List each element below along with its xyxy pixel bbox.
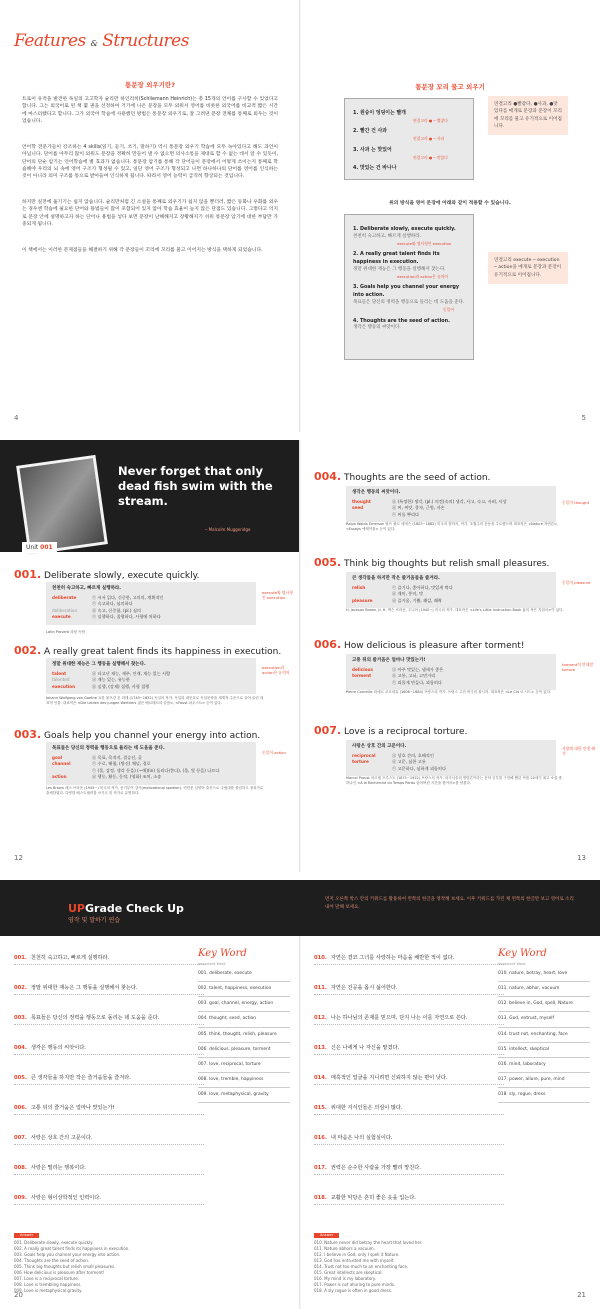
keyword-item: 004. thought, seed, action [198,1012,290,1027]
keyword-item: 011. nature, abhor, vacuum [498,982,590,997]
brand-amp: & [90,39,98,48]
chain-box [344,98,474,180]
source-note: Pierre Corneille 피에르 코르네유 (1606~1684) 프랑스의 작가. 프랑스 고전 비극의 창시자. 대표작은 <Le Cid 르 시드> 등이 있다. [346,690,552,694]
checkup-instructions: 먼저 오른쪽 박스 안의 키워드를 활용하여 왼쪽의 한글을 영작해 보세요. 이후 키워드를 가린 채 왼쪽의 한글만 보고 영어로 소리 내어 말해 보세요. [325,897,574,910]
answer-item: 007. Love is a reciprocal torture. [14,1276,80,1282]
page-number: 21 [577,1291,586,1300]
eng-link: 동일어 [443,306,455,312]
answer-item: 001. Deliberate slowly, execute quickly. [14,1240,94,1246]
answer-item: 012. I believe in God, only I spell it Nature. [314,1252,400,1258]
question-number: 004. [14,1045,27,1051]
answer-item: 013. God has entrusted me with myself. [314,1258,395,1264]
checkup-banner [0,880,600,936]
answer-line[interactable] [314,964,504,965]
brand-features: Features [14,31,86,51]
spread-checkup [0,880,600,1309]
side-note: 동일어 thought [562,500,590,505]
answer-item: 005. Think big thoughts but relish small pleasures. [14,1264,116,1270]
entry-heading: 005. Think big thoughts but relish small pleasures. [314,556,550,569]
answer-line[interactable] [14,964,204,965]
question-number: 014. [314,1075,327,1081]
keyword-label: Important Word [498,961,526,966]
question-text: 천천히 숙고하고, 빠르게 실행하라. [30,955,110,961]
side-note: 동일어 action [262,750,286,755]
source-note: H. Jackson Brown, Jr. H. 잭슨 브라운, 주니어 (1940~) 미국의 작가. 대표작은 <Life's Little Instruction Book 삶의 작은 지침서>이 있다. [346,608,564,612]
question-number: 008. [14,1165,27,1171]
answer-item: 011. Nature abhors a vacuum. [314,1246,375,1252]
keyword-label: Important Word [198,961,226,966]
paragraph: 이 책에서는 이러한 문제점들을 해결하기 위해 각 문장들이 꼬리에 꼬리를 물고 이어지는 방식을 택하게 되었습니다. [22,247,263,253]
side-note: execute와 명사형인 execution [262,590,293,601]
source-note: Les Brown 레스 브라운 (1945~) 미국의 작가, 동기부여 강사(motivational speaker). 빈민촌 입양아 출신으로 주립대를 졸업하고 정치가로 출세하였다. 다양한 베스트셀러를 쓰기도 한 작가로 유명하다. [46,786,264,796]
question-number: 011. [314,985,327,991]
question-item [314,1074,448,1082]
answer-line[interactable] [314,1204,504,1205]
chain-line: 1. 원숭이 엉덩이는 빨개 [353,110,406,116]
spread-unit [0,440,600,872]
answer-item: 018. A sly rogue is often in good dress. [314,1288,393,1294]
unit-label: Unit 001 [22,542,57,553]
vocab-box: 생각은 행동의 씨앗이다. thought ⓝ (특정한) 생각, (pl.) 의견(속의) 생각, 사고, 숙고, 사려, 사상 seed ⓝ 씨, 씨앗, 종자, 근원, 자손 ⓥ 씨를 뿌리다 [346,486,556,522]
keyword-item: 012. believe in, God, spell, Nature [498,997,590,1012]
question-number: 012. [314,1015,327,1021]
eng-line: 4. Thoughts are the seed of action. [353,317,450,324]
answer-tag: Answer [314,1233,339,1238]
eng-korean: 목표들은 당신의 정력을 행동으로 돌리는 데 도움을 준다. [353,299,465,305]
keyword-item: 013. God, entrust, myself [498,1012,590,1027]
entry-heading: 002. A really great talent finds its happiness in execution. [14,644,282,657]
question-text: 고통 뒤의 즐거움은 얼마나 맛있는가! [30,1105,115,1111]
question-text: 큰 생각들을 하지만 작은 즐거움들을 즐겨라. [30,1075,131,1081]
answer-line[interactable] [14,994,204,995]
brand-title [14,28,189,54]
keyword-list [198,967,290,1103]
source-note: Latin Proverb 라틴 속담 [46,630,85,634]
answer-box-right [314,1232,584,1294]
question-number: 016. [314,1135,327,1141]
page-5 [300,0,600,432]
question-item [14,1074,131,1082]
gutter [299,936,301,1309]
keyword-item: 008. love, tremble, happiness [198,1073,290,1088]
checkup-subtitle: 영작 및 말하기 연습 [68,917,121,924]
eng-korean: 생각은 행동의 씨앗이다. [353,325,401,331]
answer-line[interactable] [314,1114,504,1115]
question-number: 017. [314,1165,327,1171]
keyword-item: 005. think, thought, relish, pleasure [198,1028,290,1043]
question-number: 003. [14,1015,27,1021]
keyword-item: 010. nature, betray, heart, love [498,967,590,982]
question-item [314,954,454,962]
note-box: 연결고리 execute ─ execution ─ action을 매개로 문장과 문장이 유기적으로 이어집니다. [488,252,568,284]
question-item [314,1104,403,1112]
keyword-item: 001. deliberate, execute [198,967,290,982]
answer-tag: Answer [14,1233,39,1238]
question-item [314,1134,393,1142]
question-text: 목표들은 당신의 정력을 행동으로 돌리는 데 도움을 준다. [30,1015,160,1021]
keyword-item: 002. talent, happiness, execution [198,982,290,997]
answer-line[interactable] [14,1204,204,1205]
question-item [14,984,138,992]
vocab-box: 천천히 숙고하고, 빠르게 실행하라. deliberate ⓥ 서서 읽다, 신중한, 고의의, 계획적인 ⓥ 숙고하다, 심의하다 deliberation ⓝ 숙고, 신중함, (pl.) 심의 execute ⓥ 실행하다, 집행하다, 사형에 처하다 [46,582,256,625]
photo-image [16,455,108,555]
page-4 [0,0,300,432]
transition-text: 위의 방식을 영어 문장에 아래와 같이 적용할 수 있습니다. [389,201,511,206]
question-text: 정말 위대한 재능은 그 행동을 실행해서 찾는다. [30,985,138,991]
keyword-box-right [498,946,590,1103]
question-number: 001. [14,955,27,961]
entry-heading: 007. Love is a reciprocal torture. [314,724,468,737]
answer-item: 004. Thoughts are the seed of action. [14,1258,90,1264]
question-item [14,954,109,962]
answer-box-left [14,1232,284,1294]
eng-link: execute와 명사형인 execution [397,240,452,246]
question-item [14,1134,93,1142]
chain-link: 연결고리 ● ─ 사과 [413,136,445,142]
answer-item: 017. Power is not alluring to pure minds. [314,1282,396,1288]
question-item [314,1194,416,1202]
page-number: 5 [581,414,586,423]
answer-line[interactable] [14,1024,204,1025]
question-number: 009. [14,1195,27,1201]
answer-item: 010. Nature never did betray the heart that loved her. [314,1240,423,1246]
source-note: Ralph Waldo Emerson 랄프 왈도 에머슨 (1803~1882) 미국의 철학자, 작가. 초월주의 운동을 주도했으며 대표작은 <Nature 자연론>, <Essays 에세이집> 등이 있다. [346,522,559,532]
question-text: 교활한 악당은 흔히 좋은 옷을 입는다. [330,1195,416,1201]
chain-line: 4. 맛있는 건 바나나 [353,165,397,172]
answer-line[interactable] [314,1144,504,1145]
page-number: 12 [14,854,23,863]
chain-line: 3. 사과 는 맛있어 [353,146,392,153]
question-number: 010. [314,955,327,961]
answer-item: 003. Goals help you channel your energy into action. [14,1252,121,1258]
page-13 [300,440,600,872]
answer-line[interactable] [314,1084,504,1085]
paragraph: 트로이 유적을 발견한 독일의 고고학자 슐리만 하인리히(Schliemann Heinrich)는 총 15개의 언어를 구사할 수 있었다고 합니다. 그는 외국어로 된 책 몇 권을 선정하여 거기에 나온 문장을 모두 외워서 영어를 비롯한 외국어를 비교적 짧은 시간에 마스터했다고 합니다. 그가 외국어 학습에 사용했던 방법은 통문장 외우기로, 잘 그려낸 문장 전체를 통째로 외우는 것이었습니다. [22,97,278,125]
page-number: 4 [14,414,19,423]
entry-heading: 006. How delicious is pleasure after torment! [314,638,525,651]
side-note: torment의 반대말 torture [562,662,594,673]
entry-heading: 004. Thoughts are the seed of action. [314,470,491,483]
side-note: 동일어 pleasure [562,580,591,585]
chain-link: 연결고리 ● ─ 빨갛다 [413,117,448,123]
eng-line: 2. A really great talent finds its happiness in execution. [353,251,440,266]
eng-korean: 정말 위대한 재능은 그 행동을 실행해서 찾는다. [353,266,446,272]
question-item [314,984,398,992]
section-heading: 통문장 꼬리 물고 외우기 [415,83,485,91]
answer-item: 015. Great intellects are skeptical. [314,1270,383,1276]
eng-line: 3. Goals help you channel your energy into action. [353,284,460,299]
vocab-box: 목표들은 당신의 정력을 행동으로 돌리는 데 도움을 준다. goal ⓝ 목표, 목적지, 결승선, 골 channel ⓥ 수로, 해협, (방신) 채널, 경로 ⓥ (물, 감정, 생각 등을) (~에)(in) 돌리다(쏟다), (물, 빛 등을) 나르다 action ⓝ 행동, 활동, 동작, (영화) 조치, 소송 [46,742,256,785]
answer-item: 002. A really great talent finds its happiness in execution. [14,1246,130,1252]
answer-item: 008. Love is trembling happiness. [14,1282,82,1288]
answer-line[interactable] [14,1144,204,1145]
keyword-list [498,967,590,1103]
question-item [14,1014,159,1022]
checkup-title: UPGrade Check Up [68,902,184,915]
question-item [314,1164,421,1172]
section-heading: 통문장 외우기란? [125,81,175,89]
question-text: 생각은 행동의 씨앗이다. [30,1045,86,1051]
chain-link: 연결고리 ● ─ 맛있다 [413,154,448,160]
question-number: 002. [14,985,27,991]
spread-features [0,0,600,432]
entry-heading: 001. Deliberate slowly, execute quickly. [14,568,200,581]
keyword-item: 015. intellect, skeptical [498,1043,590,1058]
question-text: 사랑은 상호 간의 고문이다. [30,1135,93,1141]
answer-line[interactable] [14,1174,204,1175]
question-item [14,1044,86,1052]
keyword-item: 017. power, allure, pure, mind [498,1073,590,1088]
vocab-box: 사랑은 상호 간의 고문이다. reciprocal ⓐ 상호 간의, 호혜적인 torture ⓝ 고문, 심한 고통 ⓥ 고문하다, 심하게 괴롭히다 [346,740,556,776]
keyword-item: 007. love, reciprocal, torture [198,1058,290,1073]
answer-line[interactable] [14,1084,204,1085]
answer-line[interactable] [314,1024,504,1025]
keyword-item: 018. sly, rogue, dress [498,1088,590,1103]
vocab-box: 큰 생각들을 하지만 작은 즐거움들을 즐겨라. relish ⓥ 즐기다, 좋아하다, 맛있게 먹다 ⓝ 재미, 풍미, 맛 pleasure ⓝ 즐거움, 기쁨, 쾌감, 쾌락 [346,572,556,608]
question-item [14,1194,101,1202]
entry-heading: 003. Goals help you channel your energy into action. [14,728,261,741]
quote-author: ─ Malcolm Muggeridge [205,527,251,532]
answer-item: 014. Trust not too much to an enchanting face. [314,1264,409,1270]
question-text: 자연은 결코 그녀를 사랑하는 마음을 배반한 적이 없다. [330,955,455,961]
question-number: 007. [14,1135,27,1141]
answer-line[interactable] [14,1054,204,1055]
answer-line[interactable] [314,994,504,995]
answer-line[interactable] [314,1054,504,1055]
english-chain-box [344,214,474,360]
keyword-item: 016. mind, laboratory [498,1058,590,1073]
question-number: 015. [314,1105,327,1111]
answer-item: 006. How delicious is pleasure after torment! [14,1270,105,1276]
question-number: 018. [314,1195,327,1201]
keyword-item: 014. trust not, enchanting, face [498,1028,590,1043]
keyword-title: Key Word [498,948,547,959]
question-text: 위대한 지식인들은 의심이 많다. [330,1105,403,1111]
eng-line: 1. Deliberate slowly, execute quickly. [353,226,456,232]
paragraph: 언어학 전문가들이 강조하는 4 skills(읽기, 듣기, 쓰기, 말하기) 역시 통문장 외우기 학습에 모두 녹아있다고 해도 과언이 아닙니다. 단어를 아무리 많이 외워도 문장을 정확히 만들어 낼 수 없으면 의사소통을 제대로 할 수 없는 데서 알 수 있듯이, 단어의 단순 암기는 언어학습에 별 효과가 없습니다. 통문장 암기를 통해 각 단어들이 문장에서 어떻게 쓰이는지 통째로 학습해야 우리의 뇌 속에 영어 구조가 형성될 수 있고, 일단 영어 구조가 형성되고 나면 하나하나의 단어를 영어를 인식하는 것이 아니라 의미 구조를 통으로 받아들여 인식하게 됩니다. 따라서 영어 능력이 급격히 향상되는 것입니다. [22,144,278,180]
side-note: execution과 action은 유의어 [262,665,290,676]
keyword-item: 006. delicious, pleasure, torment [198,1043,290,1058]
question-item [14,1104,115,1112]
question-number: 005. [14,1075,27,1081]
answer-item: 016. My mind is my laboratory. [314,1276,376,1282]
chain-line: 2. 빨간 건 사과 [353,128,387,135]
question-text: 내 마음은 나의 실험실이다. [330,1135,393,1141]
vocab-box: 고통 뒤의 즐거움은 얼마나 맛있는가! delicious ⓐ 아주 맛있는, 냄새가 좋은 torment ⓝ 고통, 고뇌, 고민거리 ⓥ 괴롭게 만들다, 괴롭히다 [346,654,556,690]
eng-korean: 천천히 숙고하고, 빠르게 실행하라. [353,233,422,239]
note-box: 연결고리 ●빨갛다, ●사과, ●맛있다를 매개로 문장과 문장이 꼬리에 꼬리를 물고 유기적으로 이어집니다. [488,96,568,135]
question-text: 권력은 순수한 사람을 가장 빨리 망친다. [330,1165,421,1171]
question-number: 006. [14,1105,27,1111]
question-number: 013. [314,1045,327,1051]
page-number: 13 [577,854,586,863]
quote-text: Never forget that only dead fish swim with the stream. [118,464,273,508]
eng-link: execution과 action은 유의어 [397,273,448,279]
question-text: 사랑은 떨리는 행복이다. [30,1165,86,1171]
answer-line[interactable] [14,1114,204,1115]
answer-item: 009. Love is metaphysical gravity. [14,1288,83,1294]
vocab-box: 정말 위대한 재능은 그 행동을 실행해서 찾는다. talent ⓝ 타고난 재능, 재주, 인재, 재능 있는 사람 talented ⓐ 재능 있는, 유능한 execution ⓝ 실행, (강제) 집행, 사형 집행 [46,658,256,694]
keyword-item: 003. goal, channel, energy, action [198,997,290,1012]
source-note: Marcel Proust 마르셀 프루스트 (1871~1922) 프랑스의 작가. 의식서술의 방법론이라는 문학 공부를 구현해 했던 작품 20세기 최고 소설 중 하나인 <À la Recherche du Temps Perdu 잃어버린 시간을 찾아서>를 남겼다. [346,776,562,786]
question-item [314,1044,399,1052]
paragraph: 하지만 실전에 옮기기는 쉽지 않습니다. 슐리만처럼 긴 소설을 통째로 외우기가 쉽지 않을 뿐더러, 짧은 동화나 우화를 외우는 경우엔 학습에 필요한 단어와 용법들이 많이 포함되어 있지 않아 학습 효율이 높지 않은 단점도 있습니다. 그렇다고 억지로 문장 안에 설명하고자 하는 단어나 용법을 넣다 보면 문장이 난해해지고 장황해지기 쉬워 통문장 암기에 대한 부담만 가중되게 됩니다. [22,199,278,228]
question-text: 나는 하나님의 존재를 믿으며, 단지 나는 이를 자연으로 쓴다. [330,1015,468,1021]
brand-structures: Structures [102,31,189,51]
question-item [14,1164,86,1172]
page-12 [0,440,300,872]
question-text: 자연은 진공을 몹시 싫어한다. [330,985,398,991]
page-number: 20 [14,1291,23,1300]
keyword-box-left [198,946,290,1103]
side-note: 사랑에 대한 인생 해석 [562,746,595,757]
keyword-title: Key Word [198,948,247,959]
question-item [314,1014,468,1022]
source-note: Johann Wolfgang von Goethe 요한 볼프강 폰 괴테 (1749~1832) 독일의 작가. 독일의 대문호로 독일문학을 세계적 수준으로 끌어 올린 대표적 인물. 대표작은 <Die Leiden des jungen Werthers 젊은 베르테르의 슬픔>, <Faust 파우스트> 등이 있다. [46,696,264,706]
question-text: 신은 나에게 나 자신을 맡겼다. [330,1045,400,1051]
keyword-item: 009. love, metaphysical, gravity [198,1088,290,1103]
answer-line[interactable] [314,1174,504,1175]
question-text: 사랑은 형이상학적인 인력이다. [30,1195,101,1201]
question-text: 매혹적인 얼굴을 지니려면 신뢰하지 않는 편이 낫다. [330,1075,448,1081]
